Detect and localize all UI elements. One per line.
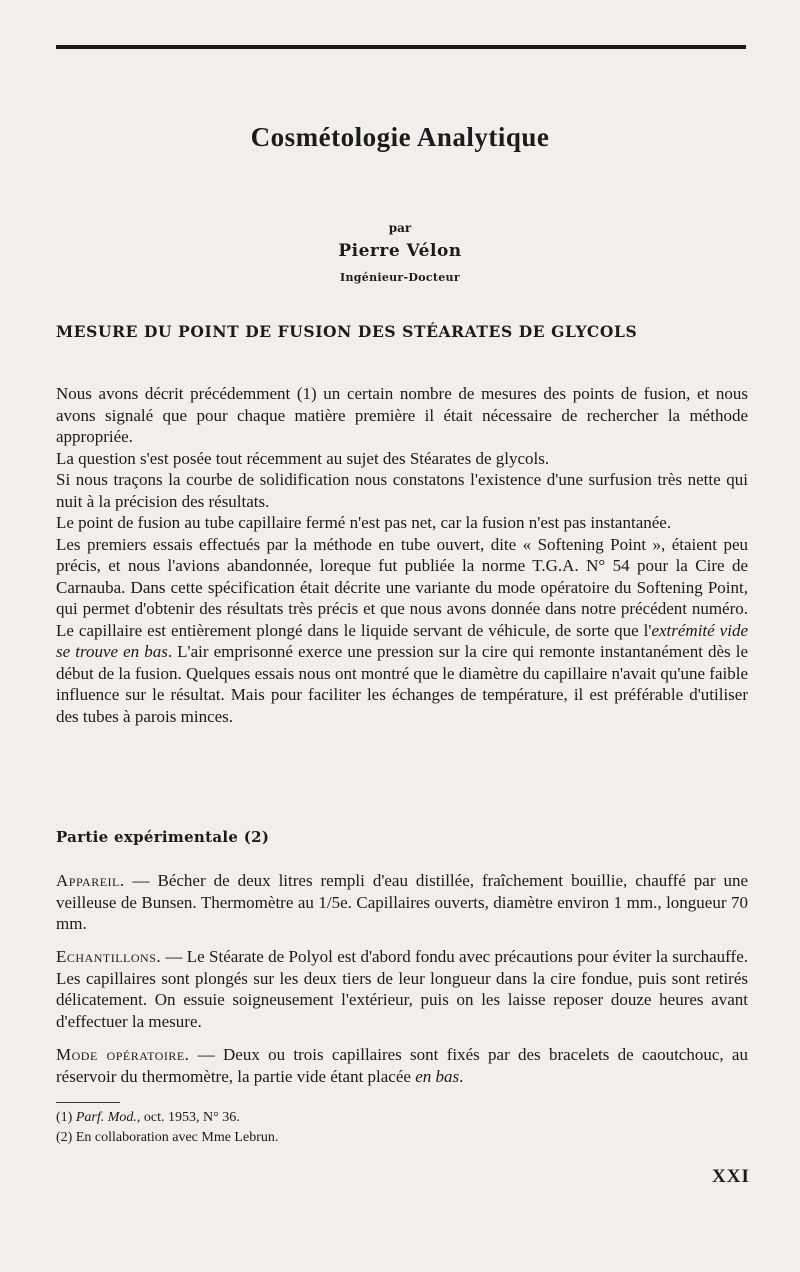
footnote-2 [56, 1128, 556, 1148]
paragraph-2: La question s'est posée tout récemment au sujet des Stéarates de glycols. [56, 448, 550, 468]
echantillons-label: Echantillons. [56, 947, 162, 966]
mode-section [56, 1044, 748, 1087]
intro-text [56, 383, 748, 727]
paragraph-5 [56, 534, 748, 728]
paragraph-5-end: . L'air emprisonné exerce une pression sur la cire qui remonte instantanément dès le début de la fusion. Quelques essais nous ont montré que le diamètre du capillaire n'avait qu'une faible influence sur le résultat. Mais pour faciliter les échanges de température, il est préférable d'utiliser des tubes à parois minces. [56, 642, 748, 726]
appareil-text: — Bécher de deux litres rempli d'eau distillée, fraîchement bouillie, chauffé par une veilleuse de Bunsen. Thermomètre au 1/5e. Capillaires ouverts, diamètre environ 1 mm., longueur 70 mm. [56, 871, 748, 933]
paragraph-4: Le point de fusion au tube capillaire fermé n'est pas net, car la fusion n'est pas instantanée. [56, 513, 672, 532]
appareil-label: Appareil. [56, 871, 125, 890]
footnotes [56, 1108, 556, 1148]
article-title: Cosmétologie Analytique [250, 122, 550, 152]
paragraph-3: Si nous traçons la courbe de solidification nous constatons l'existence d'une surfusion très nette qui nuit à la précision des résultats. [56, 470, 748, 511]
page-number: XXI [712, 1166, 750, 1187]
section-heading: MESURE DU POINT DE FUSION DES STÉARATES DE GLYCOLS [56, 322, 638, 341]
echantillons-text: — Le Stéarate de Polyol est d'abord fondu avec précautions pour éviter la surchauffe. Les capillaires sont plongés sur les deux tiers de leur longueur dans la cire fondue, puis sont retirés délicatement. On essuie soigneusement l'extérieur, puis on les laisse reposer douze heures avant d'effectuer la mesure. [56, 947, 748, 1031]
footnote-1-text: oct. 1953, N° 36. [140, 1110, 240, 1125]
paragraph-1: Nous avons décrit précédemment (1) un certain nombre de mesures des points de fusion, et nous avons signalé que pour chaque matière première il était nécessaire de rechercher la méthode appropriée. [56, 384, 748, 446]
footnote-2-number: (2) [56, 1130, 73, 1145]
footnote-2-text: En collaboration avec Mme Lebrun. [72, 1130, 279, 1145]
mode-italic: en bas [415, 1066, 460, 1086]
footnote-1 [56, 1108, 556, 1128]
paragraph-5-italic: extrémité vide se trouve en bas [56, 620, 749, 661]
footnote-1-journal: Parf. Mod., [75, 1110, 141, 1125]
byline-par: par [388, 221, 412, 235]
subheading: Partie expérimentale (2) [56, 828, 270, 846]
author-name: Pierre Vélon [338, 241, 462, 261]
footnote-1-number: (1) [56, 1110, 73, 1125]
author-title: Ingénieur-Docteur [340, 271, 460, 284]
top-rule [56, 45, 746, 49]
footnote-rule [56, 1102, 120, 1103]
mode-text: — Deux ou trois capillaires sont fixés par des bracelets de caoutchouc, au réservoir du thermomètre, la partie vide étant placée [56, 1045, 748, 1086]
mode-end: . [459, 1066, 464, 1086]
mode-label: Mode opératoire. [56, 1045, 190, 1064]
echantillons-section [56, 946, 748, 1032]
appareil-section [56, 870, 748, 935]
paragraph-5-start: Les premiers essais effectués par la méthode en tube ouvert, dite « Softening Point », étaient peu précis, et nous l'avions abandonnée, loreque fut publiée la norme T.G.A. N° 54 pour la Cire de Carnauba. Dans cette spécification était décrite une variante du mode opératoire du Softening Point, qui permet d'obtenir des résultats très précis et que nous avons donnée dans notre précédent numéro. Le capillaire est entièrement plongé dans le liquide servant de véhicule, de sorte que l' [56, 534, 748, 640]
